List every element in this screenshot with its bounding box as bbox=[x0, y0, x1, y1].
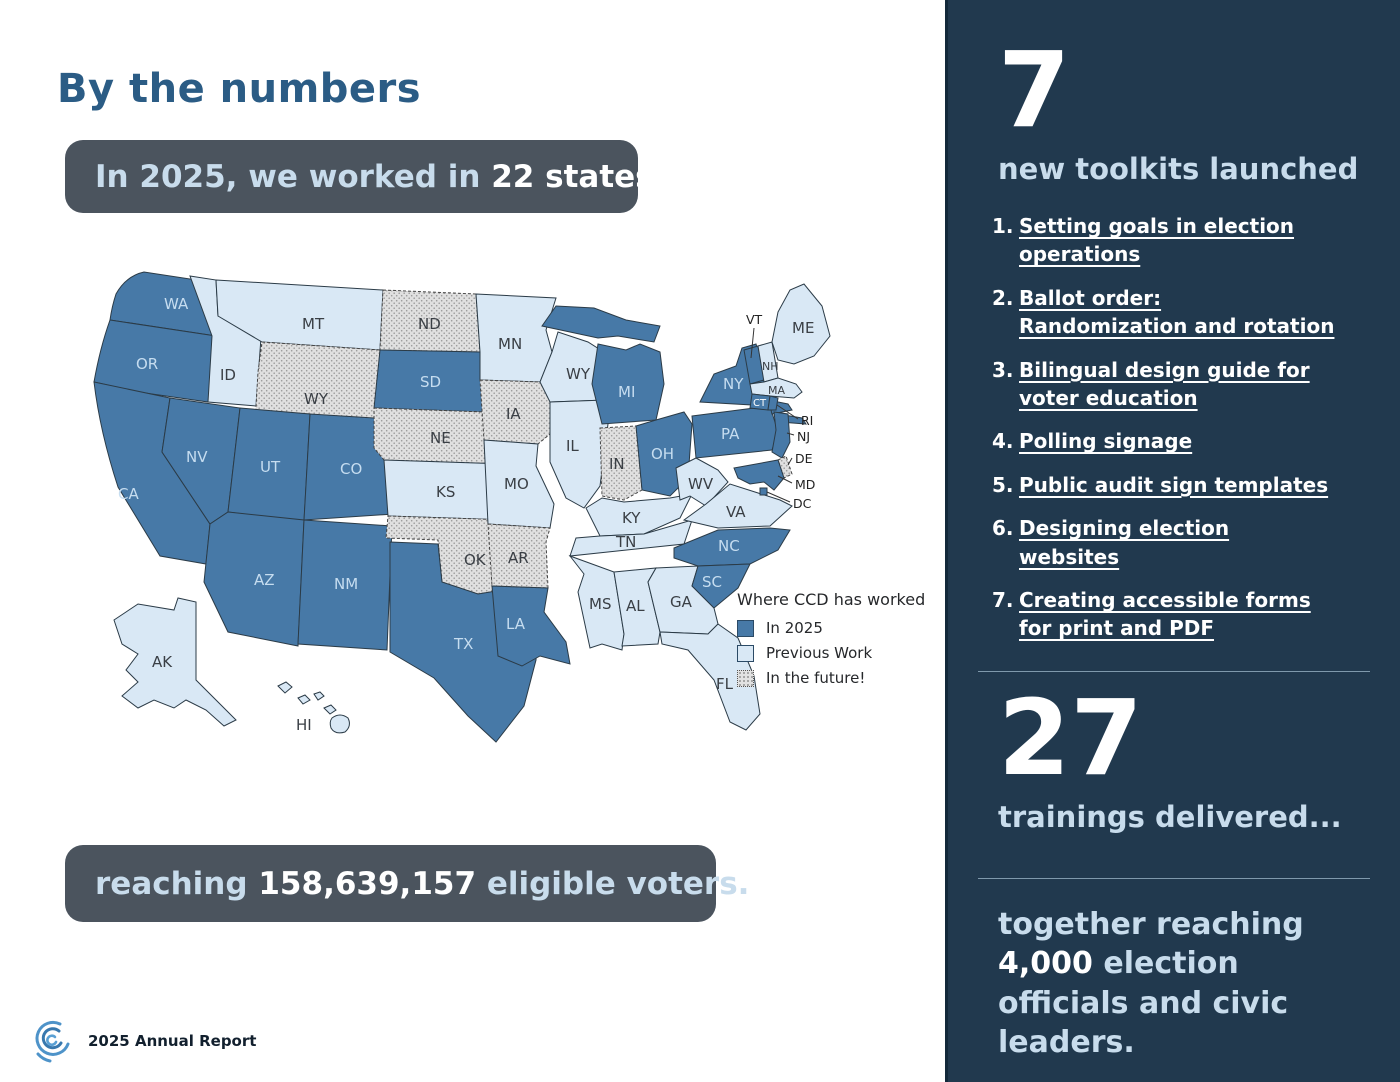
label-nv: NV bbox=[186, 448, 208, 466]
label-wa: WA bbox=[164, 295, 189, 313]
annual-report-label: 2025 Annual Report bbox=[88, 1032, 257, 1050]
toolkit-link-ballot-order[interactable]: Ballot order: Randomization and rotation bbox=[1019, 285, 1335, 339]
label-sd: SD bbox=[420, 373, 442, 391]
footer bbox=[30, 1018, 256, 1064]
label-sc: SC bbox=[702, 573, 722, 591]
legend-item-future bbox=[737, 669, 937, 687]
state-la bbox=[492, 586, 570, 666]
label-pa: PA bbox=[721, 425, 740, 443]
label-md: MD bbox=[795, 477, 816, 492]
label-ri: RI bbox=[801, 413, 814, 428]
toolkit-item bbox=[992, 471, 1370, 499]
label-vt: VT bbox=[746, 312, 763, 327]
toolkit-item-number: 3. bbox=[992, 357, 1014, 382]
label-ca: CA bbox=[118, 485, 139, 503]
label-me: ME bbox=[792, 319, 815, 337]
label-de: DE bbox=[795, 451, 813, 466]
label-va: VA bbox=[726, 503, 746, 521]
panel-divider-2 bbox=[978, 878, 1370, 879]
toolkit-link-bilingual-guide[interactable]: Bilingual design guide for voter education bbox=[1019, 357, 1310, 410]
label-wy: WY bbox=[304, 390, 328, 408]
label-mt: MT bbox=[302, 315, 325, 333]
label-ky: KY bbox=[622, 509, 641, 527]
toolkit-link-election-websites[interactable]: Designing election websites bbox=[1019, 516, 1230, 569]
label-oh: OH bbox=[651, 445, 675, 463]
legend-title: Where CCD has worked bbox=[737, 590, 926, 609]
label-ma: MA bbox=[768, 384, 786, 397]
toolkit-item bbox=[992, 356, 1370, 413]
de-leader-line bbox=[788, 458, 792, 465]
toolkit-link-setting-goals[interactable]: Setting goals in election operations bbox=[1019, 214, 1295, 267]
label-nd: ND bbox=[418, 315, 441, 333]
label-az: AZ bbox=[254, 571, 275, 589]
label-nh: NH bbox=[762, 360, 779, 373]
label-mn: MN bbox=[498, 335, 523, 353]
label-id: ID bbox=[220, 366, 236, 384]
closing-statement: together reaching 4,000 election officials and civic leaders. bbox=[998, 906, 1304, 1061]
state-md bbox=[734, 460, 784, 490]
toolkits-number: 7 bbox=[998, 29, 1071, 151]
label-hi: HI bbox=[296, 716, 312, 734]
state-il bbox=[550, 400, 608, 508]
label-dc: DC bbox=[793, 496, 812, 511]
legend-label-previous-work: Previous Work bbox=[766, 644, 873, 662]
states-count-badge bbox=[65, 140, 654, 213]
legend-item-previous-work bbox=[737, 644, 937, 662]
legend-label-future: In the future! bbox=[766, 669, 866, 687]
label-or: OR bbox=[136, 355, 159, 373]
toolkit-link-accessible-forms[interactable]: Creating accessible forms for print and PDF bbox=[1019, 587, 1311, 641]
label-la: LA bbox=[506, 615, 525, 633]
state-dc bbox=[760, 488, 767, 495]
label-wi: WY bbox=[566, 365, 590, 383]
label-ok: OK bbox=[464, 551, 486, 569]
toolkit-item bbox=[992, 284, 1370, 341]
toolkit-list bbox=[992, 212, 1370, 643]
badge-top-text: In 2025, we worked in 22 states bbox=[95, 158, 654, 195]
toolkit-link-public-audit[interactable]: Public audit sign templates bbox=[1019, 472, 1329, 497]
voters-badge-text: reaching 158,639,157 eligible voters. bbox=[95, 865, 750, 902]
label-tn: TN bbox=[616, 533, 637, 551]
label-ar: AR bbox=[508, 549, 529, 567]
label-ne: NE bbox=[430, 429, 451, 447]
state-ri bbox=[768, 396, 778, 410]
panel-divider-1 bbox=[978, 671, 1370, 672]
label-tx: TX bbox=[454, 635, 474, 653]
map-legend bbox=[737, 590, 937, 694]
us-states-map bbox=[78, 252, 938, 787]
trainings-number: 27 bbox=[998, 676, 1143, 799]
label-ia: IA bbox=[506, 405, 521, 423]
state-ak bbox=[114, 598, 236, 726]
toolkit-item-number: 4. bbox=[992, 429, 1014, 454]
state-hi bbox=[278, 682, 349, 733]
label-wv: WV bbox=[688, 475, 714, 493]
label-ms: MS bbox=[589, 595, 612, 613]
toolkit-item-number: 1. bbox=[992, 214, 1014, 238]
toolkits-heading: new toolkits launched bbox=[998, 152, 1359, 186]
label-mo: MO bbox=[504, 475, 529, 493]
toolkit-item bbox=[992, 514, 1370, 571]
toolkit-item bbox=[992, 586, 1370, 643]
legend-label-in-2025: In 2025 bbox=[766, 619, 823, 637]
trainings-heading: trainings delivered... bbox=[998, 799, 1342, 834]
toolkit-link-polling-signage[interactable]: Polling signage bbox=[1019, 429, 1193, 454]
page-title: By the numbers bbox=[57, 66, 422, 112]
legend-swatch-in-2025 bbox=[737, 620, 754, 637]
label-ak: AK bbox=[152, 653, 173, 671]
toolkit-item-number: 7. bbox=[992, 587, 1014, 612]
stats-panel bbox=[945, 0, 1400, 1082]
label-ut: UT bbox=[260, 458, 281, 476]
label-il: IL bbox=[566, 437, 579, 455]
closing-highlight: 4,000 bbox=[998, 946, 1093, 982]
label-nc: NC bbox=[718, 537, 740, 555]
toolkit-item bbox=[992, 427, 1370, 455]
label-nj: NJ bbox=[797, 429, 811, 444]
label-ny: NY bbox=[723, 375, 744, 393]
toolkit-item bbox=[992, 212, 1370, 269]
ccd-spiral-logo-icon bbox=[30, 1018, 74, 1064]
legend-item-in-2025 bbox=[737, 619, 937, 637]
voters-badge bbox=[65, 845, 750, 922]
label-co: CO bbox=[340, 460, 363, 478]
label-in: IN bbox=[609, 455, 625, 473]
toolkit-item-number: 2. bbox=[992, 285, 1014, 310]
label-ct: CT bbox=[753, 398, 767, 409]
label-mi: MI bbox=[618, 383, 636, 401]
label-al: AL bbox=[626, 597, 645, 615]
label-nm: NM bbox=[334, 575, 359, 593]
toolkit-item-number: 5. bbox=[992, 472, 1014, 497]
toolkit-item-number: 6. bbox=[992, 516, 1014, 541]
states-count-highlight: 22 states bbox=[491, 158, 654, 195]
label-ga: GA bbox=[670, 593, 692, 611]
label-ks: KS bbox=[436, 483, 456, 501]
label-fl: FL bbox=[716, 675, 733, 693]
legend-swatch-future bbox=[737, 670, 754, 687]
legend-swatch-previous-work bbox=[737, 645, 754, 662]
state-nj bbox=[772, 412, 790, 458]
voters-count-highlight: 158,639,157 bbox=[258, 865, 477, 902]
